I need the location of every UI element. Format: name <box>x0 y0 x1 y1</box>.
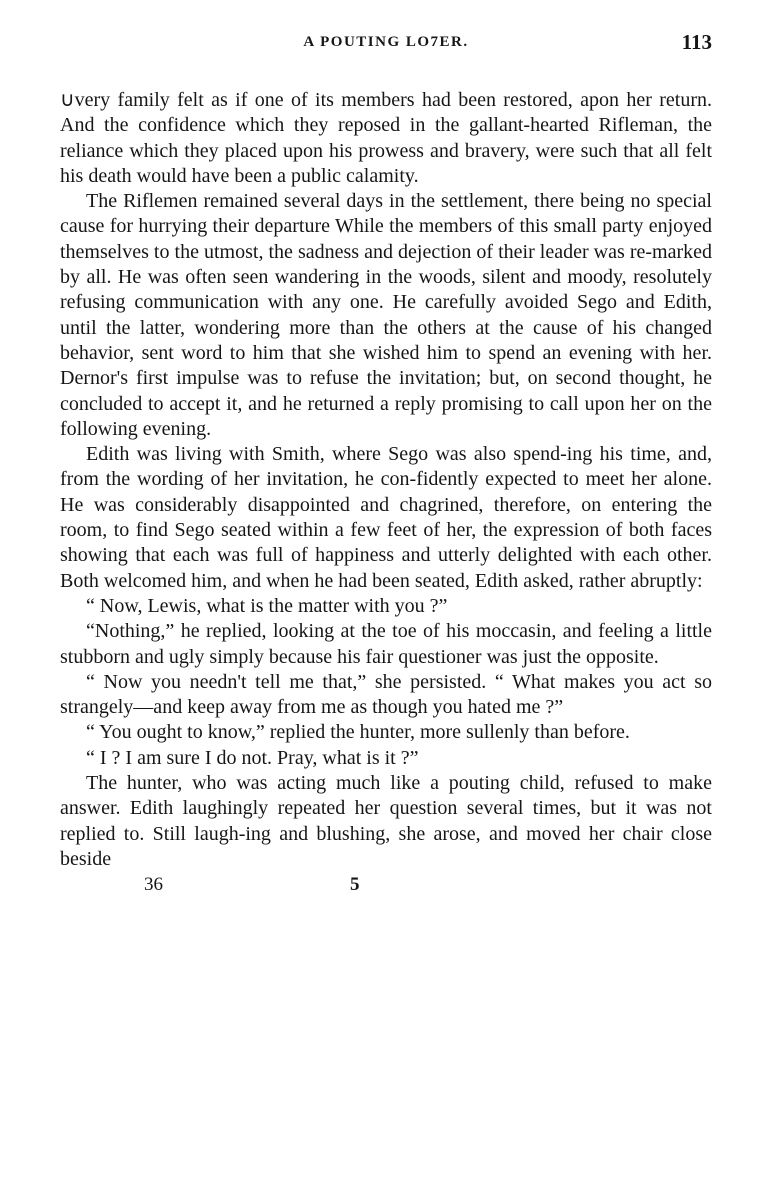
running-title: A POUTING LO7ER. <box>303 34 469 50</box>
dialogue-line: “ Now you needn't tell me that,” she persisted. “ What makes you act so strangely—and keep away from me as though you hated me ?” <box>60 670 712 719</box>
page-number: 113 <box>681 30 712 54</box>
paragraph: The hunter, who was acting much like a pouting child, refused to make answer. Edith laughingly repeated her question several times, but it was not replied to. Still laugh-ing and blushing, she arose, and moved her chair close beside <box>60 772 712 870</box>
paragraph: ∪very family felt as if one of its members had been restored, аpon her return. And the confidence which they reposed in the gallant-hearted Rifleman, the reliance which they placed upon his prowess and bravery, were such that all felt his death would have been a public calamity. <box>60 89 712 187</box>
book-page <box>60 30 712 898</box>
paragraph: The Riflemen remained several days in the settlement, there being no special cause for hurrying their departure While the members of this small party enjoyed themselves to the utmost, the sadness and dejection of their leader was re-marked by all. He was often seen wandering in the woods, silent and moody, resolutely refusing communication with any one. He carefully avoided Sego and Edith, until the latter, wondering more than the others at the cause of his changed behavior, sent word to him that she wished him to spend an evening with her. Dernor's first impulse was to refuse the invitation; but, on second thought, he concluded to accept it, and he returned a reply promising to call upon her on the following evening. <box>60 190 712 440</box>
dialogue-line: “ Now, Lewis, what is the matter with you ?” <box>86 594 448 617</box>
paragraph: Edith was living with Smith, where Sego was also spend-ing his time, and, from the wording of her invitation, he con-fidently expected to meet her alone. He was considerably disappointed and chagrined, therefore, on entering the room, to find Sego seated within a few feet of her, the expression of both faces showing that each was full of happiness and utterly delighted with each other. Both welcomed him, and when he had been seated, Edith asked, rather abruptly: <box>60 443 712 592</box>
dialogue-line: “ I ? I am sure I do not. Pray, what is it ?” <box>86 746 419 769</box>
dialogue-line: “ You ought to know,” replied the hunter, more sullenly than before. <box>86 721 630 744</box>
dialogue-line: “Nothing,” he replied, looking at the toe of his moccasin, and feeling a little stubborn and ugly simply because his fair questioner was just the opposite. <box>60 620 712 668</box>
sheet-mark: 5 <box>350 874 360 896</box>
page-header <box>60 30 712 60</box>
body-text <box>60 88 712 872</box>
signature-number: 36 <box>144 874 163 896</box>
page-footer <box>60 874 712 898</box>
